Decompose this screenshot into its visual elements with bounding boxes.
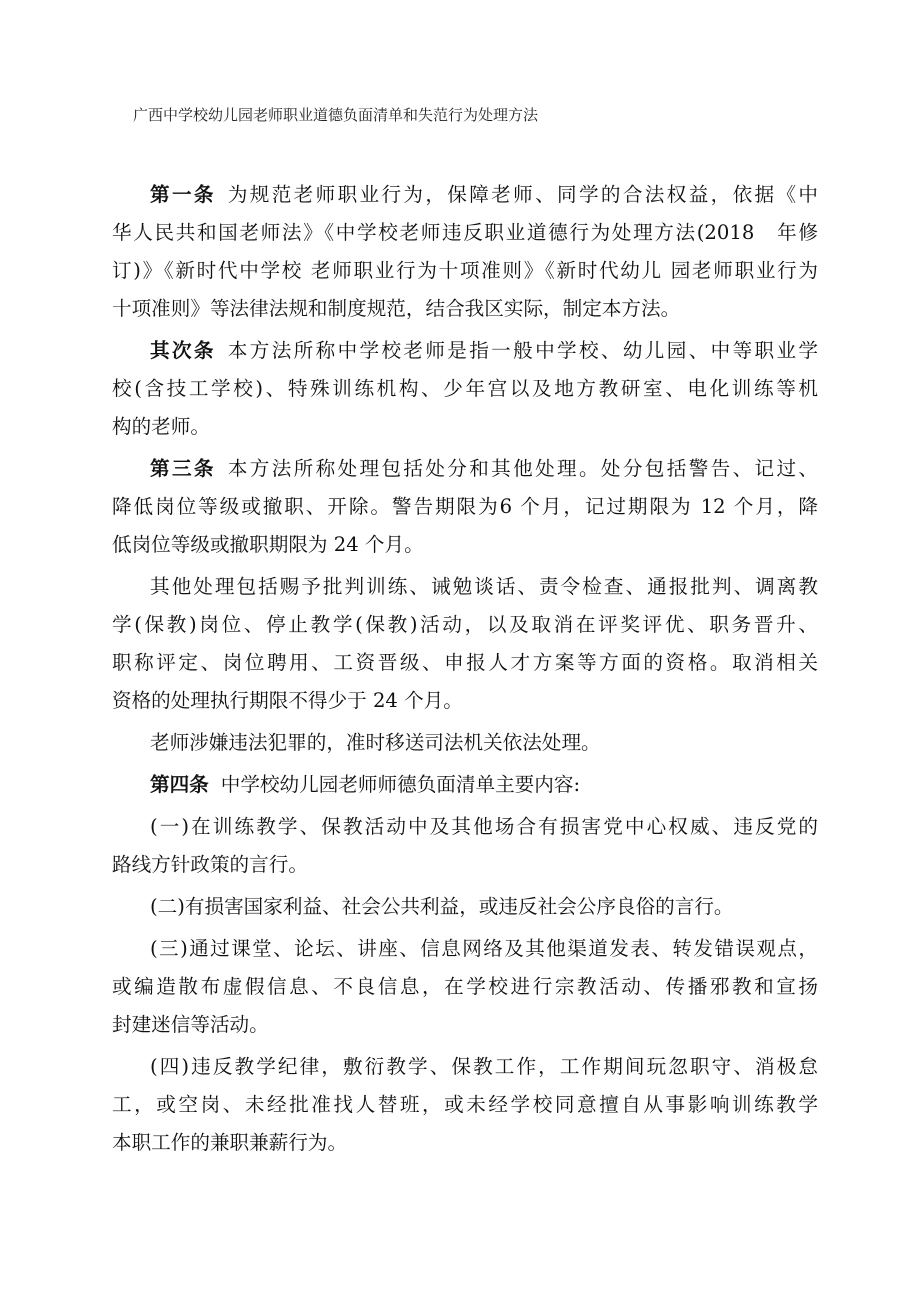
paragraph-other-line-3: 职称评定、岗位聘用、工资晋级、申报人才方案等方面的资格。取消相关 xyxy=(112,651,818,674)
article-2 xyxy=(112,332,818,446)
article-2-line-1: 其次条 本方法所称中学校老师是指一般中学校、幼儿园、中等职业学 xyxy=(150,339,818,362)
document-header-title: 广西中学校幼儿园老师职业道德负面清单和失范行为处理方法 xyxy=(133,106,539,124)
list-item-1-line-2: 路线方针政策的言行。 xyxy=(112,853,308,876)
paragraph-other-handling xyxy=(112,568,818,720)
article-4-label: 第四条 xyxy=(150,773,209,796)
list-item-4-line-3: 本职工作的兼职兼薪行为。 xyxy=(112,1131,348,1154)
paragraph-other-line-4: 资格的处理执行期限不得少于 24 个月。 xyxy=(112,689,463,712)
article-2-line-2: 校(含技工学校)、特殊训练机构、少年宫以及地方教研室、电化训练等机 xyxy=(112,377,818,400)
article-1-line-1: 第一条 为规范老师职业行为，保障老师、同学的合法权益，依据《中 xyxy=(150,183,818,206)
list-item-1 xyxy=(112,808,818,884)
article-3-line-3: 低岗位等级或撤职期限为 24 个月。 xyxy=(112,533,424,556)
article-4-line-1: 第四条 中学校幼儿园老师师德负面清单主要内容: xyxy=(150,773,581,796)
list-item-4-line-1: (四)违反教学纪律，敷衍教学、保教工作，工作期间玩忽职守、消极怠 xyxy=(150,1055,818,1078)
list-item-2-line-1: (二)有损害国家利益、社会公共利益，或违反社会公序良俗的言行。 xyxy=(150,895,734,918)
list-item-4-line-2: 工，或空岗、未经批准找人替班，或未经学校同意擅自从事影响训练教学 xyxy=(112,1093,818,1116)
list-item-3-line-1: (三)通过课堂、论坛、讲座、信息网络及其他渠道发表、转发错误观点， xyxy=(150,937,818,960)
list-item-2 xyxy=(112,888,818,926)
article-2-line-3: 构的老师。 xyxy=(112,415,210,438)
article-3 xyxy=(112,450,818,564)
article-3-label: 第三条 xyxy=(150,457,216,480)
article-4 xyxy=(112,766,818,804)
article-1-label: 第一条 xyxy=(150,183,216,206)
article-1-line-2: 华人民共和国老师法》《中学校老师违反职业道德行为处理方法(2018 年修 xyxy=(112,221,818,244)
list-item-3 xyxy=(112,930,818,1044)
list-item-4 xyxy=(112,1048,818,1162)
paragraph-other-line-1: 其他处理包括赐予批判训练、诫勉谈话、责令检查、通报批判、调离教 xyxy=(150,575,818,598)
list-item-3-line-2: 或编造散布虚假信息、不良信息，在学校进行宗教活动、传播邪教和宣扬 xyxy=(112,975,818,998)
list-item-3-line-3: 封建迷信等活动。 xyxy=(112,1013,269,1036)
article-1-line-4: 十项准则》等法律法规和制度规范，结合我区实际，制定本方法。 xyxy=(112,297,681,320)
document-body xyxy=(112,176,818,1162)
article-2-label: 其次条 xyxy=(150,339,216,362)
article-1 xyxy=(112,176,818,328)
article-3-line-2: 降低岗位等级或撤职、开除。警告期限为6 个月，记过期限为 12 个月，降 xyxy=(112,495,818,518)
list-item-1-line-1: (一)在训练教学、保教活动中及其他场合有损害党中心权威、违反党的 xyxy=(150,815,818,838)
paragraph-other-line-2: 学(保教)岗位、停止教学(保教)活动，以及取消在评奖评优、职务晋升、 xyxy=(112,613,818,636)
paragraph-crime xyxy=(112,724,818,762)
paragraph-crime-line-1: 老师涉嫌违法犯罪的，准时移送司法机关依法处理。 xyxy=(150,731,601,754)
article-3-line-1: 第三条 本方法所称处理包括处分和其他处理。处分包括警告、记过、 xyxy=(150,457,818,480)
article-1-line-3: 订)》《新时代中学校 老师职业行为十项准则》《新时代幼儿 园老师职业行为 xyxy=(112,259,818,282)
